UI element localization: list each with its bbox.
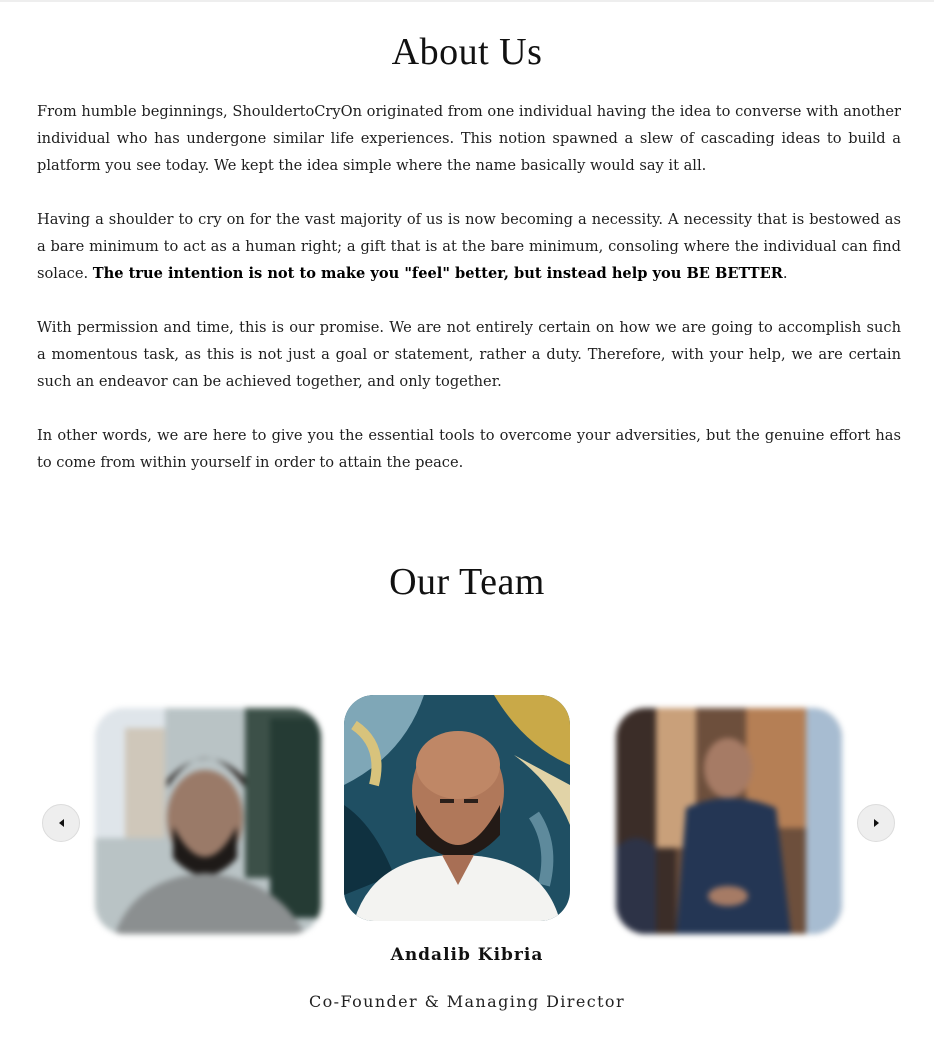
about-paragraph-3: With permission and time, this is our promise. We are not entirely certain on how we are going to accomplish such a momentous task, as this is not just a goal or statement, rather a duty. Therefore, with your help, we are certain such an endeavor can be achieved together, and only together. (37, 319, 901, 390)
person-photo-center (344, 695, 570, 921)
team-member-photo-active[interactable] (344, 695, 570, 921)
about-title: About Us (391, 31, 543, 73)
about-paragraph-2-lead: Having a shoulder to cry on for the vast majority of us is now becoming a necessity. A necessity that is bestowed as a bare minimum to act as a human right; a gift that is at the bare minimum, consoling where the individual can find solace. (37, 211, 901, 282)
team-member-role: Co-Founder & Managing Director (308, 992, 625, 1011)
about-paragraph-2 (37, 206, 901, 287)
about-paragraph-2-emphasis: The true intention is not to make you "feel" better, but instead help you BE BETTER (92, 265, 783, 282)
team-member-photo-next[interactable] (616, 708, 842, 934)
carousel-next-button[interactable] (857, 804, 895, 842)
team-member-photo-previous[interactable] (95, 708, 321, 934)
caret-left-icon (59, 819, 64, 827)
team-member-name: Andalib Kibria (390, 945, 544, 965)
about-paragraph-2-tail: . (782, 265, 788, 282)
caret-right-icon (874, 819, 879, 827)
about-paragraph-1: From humble beginnings, ShouldertoCryOn originated from one individual having the idea to converse with another individual who has undergone similar life experiences. This notion spawned a slew of cascading ideas to build a platform you see today. We kept the idea simple where the name basically would say it all. (37, 103, 901, 174)
person-photo-left (95, 708, 321, 934)
top-divider (0, 0, 934, 2)
person-photo-right (616, 708, 842, 934)
about-body (37, 98, 901, 503)
team-carousel (0, 680, 934, 940)
team-title: Our Team (389, 561, 545, 603)
carousel-prev-button[interactable] (42, 804, 80, 842)
about-paragraph-4: In other words, we are here to give you the essential tools to overcome your adversities, but the genuine effort has to come from within yourself in order to attain the peace. (37, 427, 901, 471)
